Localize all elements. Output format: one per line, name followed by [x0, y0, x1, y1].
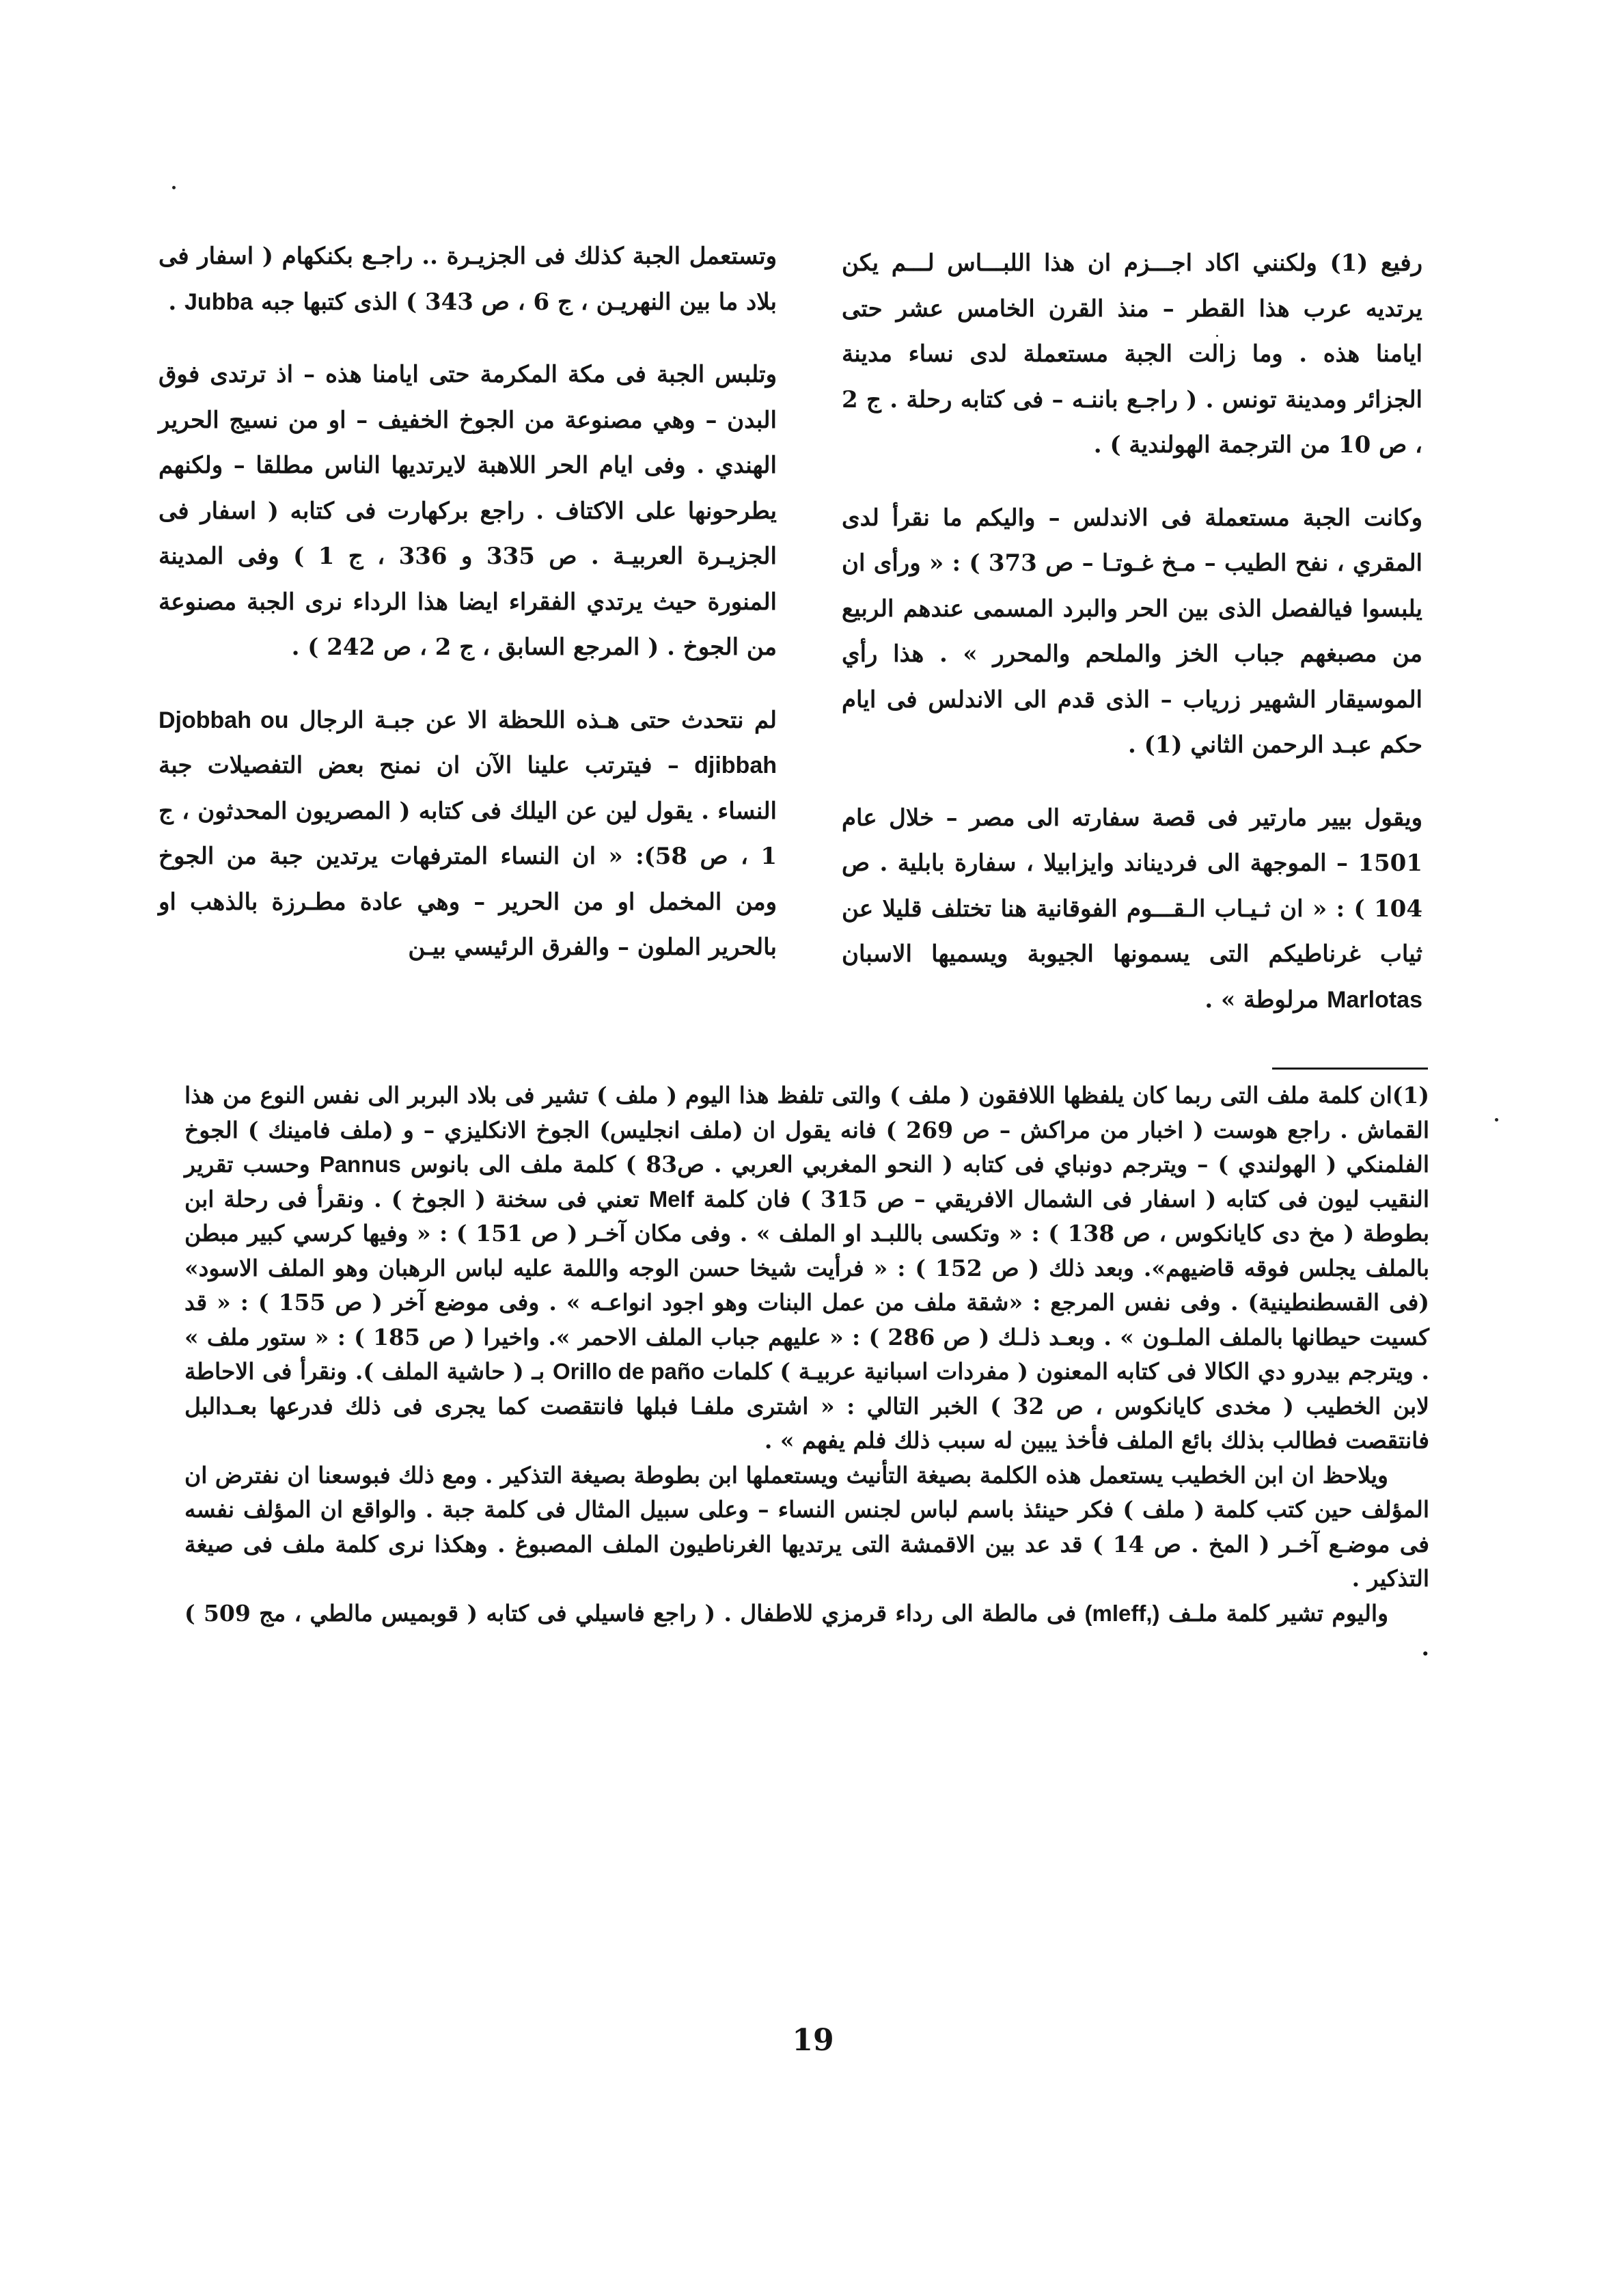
right-col-paragraph-3-text-a: ويقول بيير مارتير فى قصة سفارته الى مصر – خلال عام 1501 – الموجهة الى فرديناند وايزابيلا ، سفارة بابلية . ص 104 ) : « ان ثـيـاب الـقـــوم الفوقانية هنا تختلف قليلا عن ثياب غرناطيكم التى يسمونها الجيوبة ويسميها الاسبان [842, 804, 1422, 968]
left-column [159, 234, 777, 970]
footnote-paragraph-3 [184, 1596, 1429, 1666]
footnote-1-text-a: ان كلمة ملف التى ربما كان يلفظها اللافقون ( ملف ) والتى تلفظ هذا اليوم ( ملف ) تشير فى بلاد البربر الى نفس النوع من هذا القماش . راجع هوست ( اخبار من مراكش – ص 269 ) فانه يقول ان (ملف انجليس) الجوخ الانكليزي – و (ملف فامينك ) الجوخ الفلمنكي ( الهولندي ) – ويترجم دونباي فى كتابه ( النحو المغربي العربي . ص83 ) كلمة ملف الى بانوس [184, 1082, 1430, 1178]
page-number: 19 [792, 2023, 834, 2058]
footnote-1-text-b: وحسب تقرير النقيب ليون فى كتابه ( اسفار فى الشمال الافريقي – ص 315 ) فان كلمة [184, 1151, 1429, 1212]
left-col-paragraph-3-text-b: – فيترتب علينا الآن ان نمنح بعض التفصيلات جبة النساء . يقول لين عن اليلك فى كتابه ( المصريون المحدثون ، ج 1 ، ص 58): « ان النساء المترفهات يرتدين جبة من الجوخ ومن المخمل او من الحرير – وهي عادة مطـرزة بالذهب او بالحرير الملون – والفرق الرئيسي بيـن [159, 752, 777, 961]
footnote-1-text-d: بـ ( حاشية الملف ). ونقرأ فى الاحاطة لابن الخطيب ( مخدى كايانكوس ، ص 32 ) الخبر التالي : « اشترى ملفـا فبلها فانتقصت كما يجرى فى ذلك فدرعها بعـدالبل فانتقصت فطالب بذلك بائع الملف فأخذ يبين له سبب ذلك فلم يفهم » . [184, 1358, 1429, 1454]
right-col-paragraph-3 [842, 796, 1422, 1023]
latin-term-jubba: Jubba [184, 288, 253, 315]
left-col-paragraph-3 [159, 698, 777, 970]
scan-speck [172, 186, 176, 189]
latin-term-mleff: (mleff,) [1084, 1600, 1160, 1626]
left-col-paragraph-3-text-a: لم نتحدث حتى هـذه اللحظة الا عن جبـة الرجال [299, 706, 777, 734]
right-col-paragraph-2: وكانت الجبة مستعملة فى الاندلس – واليكم ما نقرأ لدى المقري ، نفح الطيب – مـخ غـوتـا – ص 373 ) : « ورأى ان يلبسوا فيالفصل الذى بين الحر والبرد المسمى عندهم الربيع من مصبغهم جباب الخز والملحم والمحرر » . هذا رأي الموسيقار الشهير زرياب – الذى قدم الى الاندلس فى ايام حكم عبـد الرحمن الثاني (1) . [842, 504, 1422, 759]
latin-term-marlotas: Marlotas [1327, 986, 1422, 1013]
footnote-paragraph-2: ويلاحظ ان ابن الخطيب يستعمل هذه الكلمة بصيغة التأنيث ويستعملها ابن بطوطة بصيغة التذكير . ومع ذلك فبوسعنا ان نفترض ان المؤلف حين كتب كلمة ( ملف ) فكر حينئذ باسم لباس لجنس النساء – وعلى سبيل المثال فى كلمة جبة . والواقع ان المؤلف نفسه فى موضـع آخـر ( المخ . ص 14 ) قد عد بين الاقمشة التى يرتديها الغرناطيون الملف المصبوغ . وهكذا نرى كلمة ملف فى صيغة التذكير . [184, 1461, 1429, 1592]
footnotes [184, 1078, 1429, 1666]
left-col-paragraph-2: وتلبس الجبة فى مكة المكرمة حتى ايامنا هذه – اذ ترتدى فوق البدن – وهي مصنوعة من الجوخ الخفيف – او من نسيج الحرير الهندي . وفى ايام الحر اللاهبة لايرتديها الناس مطلقا – ولكنهم يطرحونها على الاكتاف . راجع بركهارت فى كتابه ( اسفار فى الجزيـرة العربيـة . ص 335 و 336 ، ج 1 ) وفى المدينة المنورة حيث يرتدي الفقراء ايضا هذا الرداء نرى الجبة مصنوعة من الجوخ . ( المرجع السابق ، ج 2 ، ص 242 ) . [159, 361, 777, 661]
latin-term-djobbah: Djobbah ou djibbah [159, 707, 777, 778]
right-col-paragraph-3-text-b: مرلوطة » . [1205, 985, 1319, 1014]
footnote-1-text-c: تعني فى سخنة ( الجوخ ) . ونقرأ فى رحلة ابن بطوطة ( مخ دى كايانكوس ، ص 138 ) : « وتكسى باللبـد او الملف » . وفى مكان آخـر ( ص 151 ) : « وفيها كرسي كبير مبطن بالملف يجلس فوقه قاضيهم». وبعد ذلك ( ص 152 ) : « فرأيت شيخا حسن الوجه واللمة عليه لباس الرهبان وهو الملف الاسود» (فى القسطنطينية) . وفى نفس المرجع : «شقة ملف من عمل البنات وهو اجود انواعـه » . وفى موضع آخر ( ص 155 ) : « قد كسيت حيطانها بالملف الملـون » . وبعـد ذلـك ( ص 286 ) : « عليهم جباب الملف الاحمر ». واخيرا ( ص 185 ) : « ستور ملف » . ويترجم بيدرو دي الكالا فى كتابه المعنون ( مفردات اسبانية عربيـة ) كلمات [184, 1185, 1430, 1385]
footnote-paragraph-3-text-b: فى مالطة الى رداء قرمزي للاطفال . ( راجع فاسيلي فى كتابه ( قوبميس مالطي ، مج 509 ) . [184, 1599, 1429, 1661]
right-col-paragraph-1: رفيع (1) ولكنني اكاد اجـــزم ان هذا اللبـــاس لـــم يكن يرتديه عرب هذا القطر – منذ القرن الخامس عشر حتى ايامنا هذه . وما زالت الجبة مستعملة لدى نساء مدينة الجزائر ومدينة تونس . ( راجـع باننـه – فى كتابه رحلة . ج 2 ، ص 10 من الترجمة الهولندية ) . [842, 249, 1422, 459]
footnote-1 [184, 1078, 1429, 1458]
right-column [842, 241, 1422, 1022]
latin-term-orillo: Orillo de paño [553, 1359, 705, 1384]
left-col-paragraph-1-text: وتستعمل الجبة كذلك فى الجزيـرة .. راجـع بكنكهام ( اسفار فى بلاد ما بين النهريـن ، ج 6 ، ص 343 ) الذى كتبها جبه [159, 243, 777, 316]
footnote-marker: (1) [1392, 1082, 1429, 1109]
left-col-paragraph-1 [159, 234, 777, 325]
latin-term-pannus: Pannus [319, 1152, 401, 1177]
footnote-separator [1272, 1068, 1428, 1070]
footnote-paragraph-3-text-a: واليوم تشير كلمة ملـف [1168, 1599, 1388, 1627]
latin-term-melf: Melf [648, 1186, 694, 1212]
scan-speck [1495, 1118, 1498, 1121]
left-col-paragraph-1-end: . [168, 288, 177, 316]
